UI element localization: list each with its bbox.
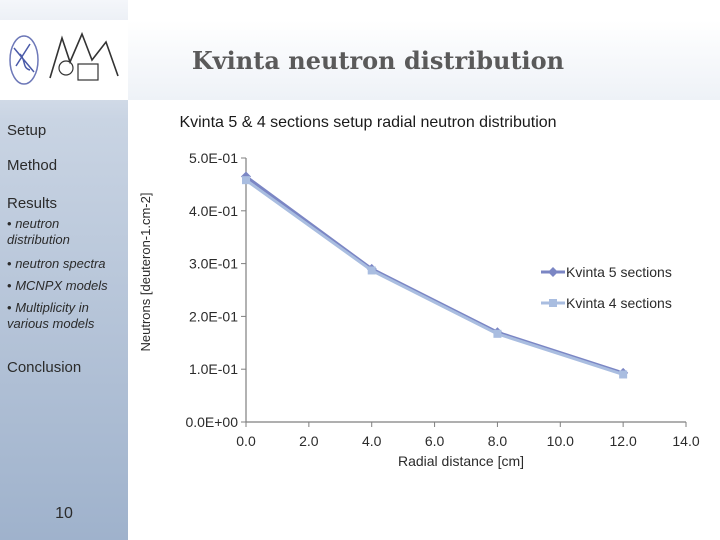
data-point	[619, 370, 627, 378]
x-tick-label: 12.0	[609, 433, 637, 449]
y-tick-label: 1.0E-01	[188, 361, 238, 378]
x-tick-label: 0.0	[236, 433, 256, 449]
x-tick-label: 14.0	[672, 433, 700, 449]
legend-marker	[548, 267, 558, 277]
page-number: 10	[55, 505, 73, 522]
x-axis-label: Radial distance [cm]	[397, 453, 525, 469]
x-tick-label: 4.0	[361, 433, 382, 449]
nav-subitem-label: Multiplicity in various models	[7, 300, 95, 331]
data-point	[368, 266, 376, 274]
nav-item-results[interactable]: Results	[7, 195, 58, 212]
legend-marker	[549, 299, 557, 307]
y-tick-label: 4.0E-01	[188, 202, 238, 219]
y-tick-label: 5.0E-01	[188, 150, 238, 166]
bullet: •	[7, 300, 12, 315]
data-point	[242, 176, 250, 184]
nav-subitem-label: neutron spectra	[15, 256, 106, 271]
x-tick-label: 10.0	[546, 433, 574, 449]
x-tick-label: 8.0	[487, 433, 508, 449]
y-tick-label: 0.0E+00	[185, 414, 238, 430]
y-tick-label: 2.0E-01	[188, 308, 238, 325]
bullet: •	[7, 278, 12, 293]
bullet: •	[7, 256, 12, 271]
y-tick-label: 3.0E-01	[188, 255, 238, 272]
nav-item-conclusion[interactable]: Conclusion	[7, 359, 82, 376]
x-tick-label: 6.0	[424, 433, 445, 449]
nav-item-method[interactable]: Method	[7, 157, 58, 174]
legend-label: Kvinta 4 sections	[566, 295, 672, 311]
nav-item-setup[interactable]: Setup	[7, 122, 47, 139]
page-title: Kvinta neutron distribution	[191, 46, 565, 75]
nav-subitem-label: MCNPX models	[15, 278, 108, 293]
x-tick-label: 2.0	[299, 433, 319, 449]
legend-label: Kvinta 5 sections	[566, 264, 672, 280]
chart-title: Kvinta 5 & 4 sections setup radial neutron distribution	[179, 114, 557, 131]
bullet: •	[7, 216, 12, 231]
y-axis-label: Neutrons [deuteron-1.cm-2]	[138, 192, 153, 352]
nav-subitem-label: neutron distribution	[7, 216, 70, 247]
data-point	[493, 330, 501, 338]
